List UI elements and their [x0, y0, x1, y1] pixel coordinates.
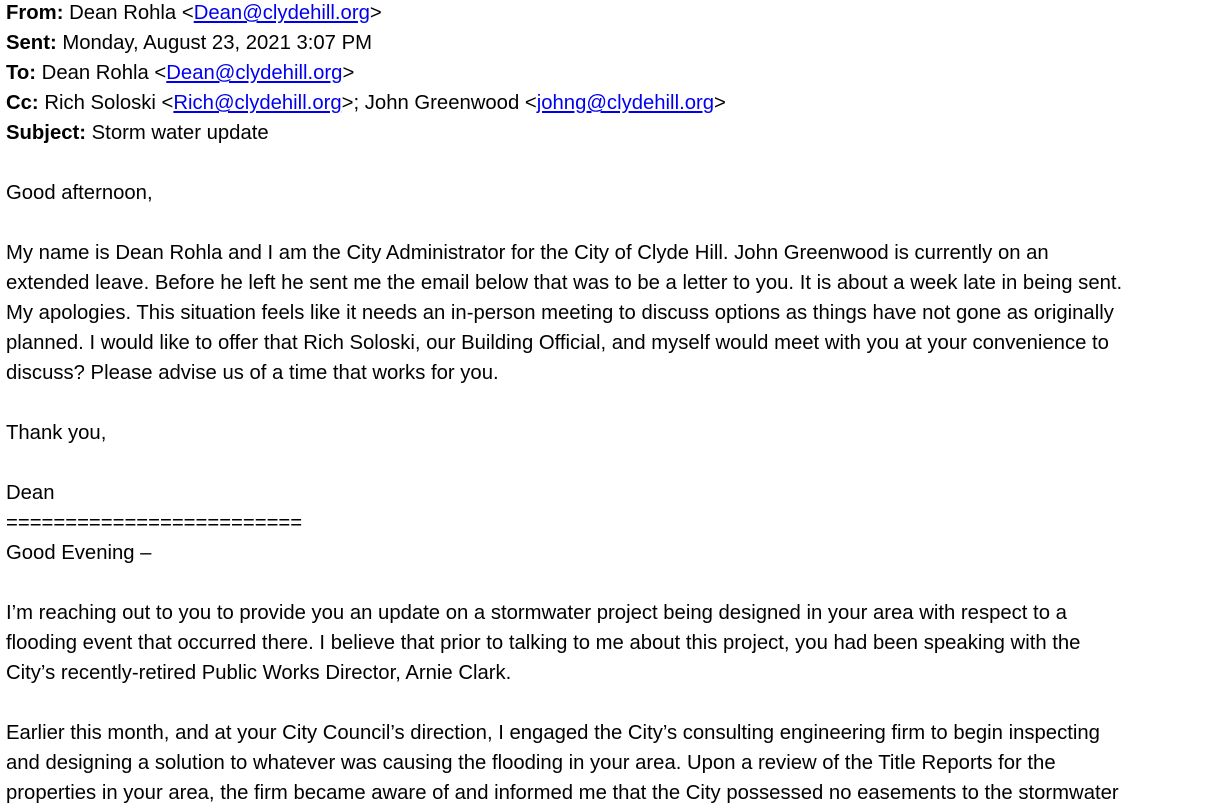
cc-email-link-2[interactable]: johng@clydehill.org: [536, 92, 715, 114]
from-label: From:: [6, 2, 64, 24]
sent-line: [6, 28, 1219, 58]
paragraph-2: [6, 598, 1219, 688]
cc-email-link-1[interactable]: Rich@clydehill.org: [173, 92, 342, 114]
paragraph-line: extended leave. Before he left he sent me the email below that was to be a letter to you. It is about a week late in being sent.: [6, 272, 1123, 294]
paragraph-line: flooding event that occurred there. I believe that prior to talking to me about this project, you had been speaking with the: [6, 632, 1081, 654]
subject-label: Subject:: [6, 122, 87, 144]
cc-close: >: [714, 92, 726, 114]
to-close: >: [342, 62, 355, 84]
sent-value: Monday, August 23, 2021 3:07 PM: [56, 32, 373, 54]
to-line: [6, 58, 1219, 88]
paragraph-line: I’m reaching out to you to provide you an update on a stormwater project being designed in your area with respect to a: [6, 602, 1067, 624]
to-name: Dean Rohla <: [36, 62, 167, 84]
paragraph-line: and designing a solution to whatever was causing the flooding in your area. Upon a review of the Title Reports for the: [6, 752, 1056, 774]
spacer: [6, 388, 1219, 418]
paragraph-3: [6, 718, 1219, 808]
from-name: Dean Rohla <: [63, 2, 194, 24]
subject-value: Storm water update: [86, 122, 269, 144]
greeting: Good afternoon,: [6, 182, 153, 204]
from-line: [6, 0, 1219, 28]
sent-label: Sent:: [6, 32, 57, 54]
from-close: >: [369, 2, 382, 24]
paragraph-line: properties in your area, the firm became aware of and informed me that the City possessed no easements to the stormwater: [6, 782, 1119, 804]
spacer: [6, 148, 1219, 178]
paragraph-line: Earlier this month, and at your City Council’s direction, I engaged the City’s consulting engineering firm to begin inspecting: [6, 722, 1100, 744]
spacer: [6, 208, 1219, 238]
paragraph-1: [6, 238, 1219, 388]
evening-greeting: Good Evening –: [6, 542, 152, 564]
spacer: [6, 688, 1219, 718]
paragraph-line: My name is Dean Rohla and I am the City Administrator for the City of Clyde Hill. John Greenwood is currently on an: [6, 242, 1049, 264]
paragraph-line: My apologies. This situation feels like it needs an in-person meeting to discuss options as things have not gone as originally: [6, 302, 1114, 324]
cc-label: Cc:: [6, 92, 39, 114]
cc-line: [6, 88, 1219, 118]
cc-separator: >; John Greenwood <: [341, 92, 537, 114]
to-label: To:: [6, 62, 37, 84]
spacer: [6, 448, 1219, 478]
separator-line: =========================: [6, 512, 303, 534]
signature: Dean: [6, 482, 55, 504]
to-email-link[interactable]: Dean@clydehill.org: [166, 62, 343, 84]
cc-name-1: Rich Soloski <: [38, 92, 174, 114]
paragraph-line: planned. I would like to offer that Rich Soloski, our Building Official, and myself would meet with you at your convenience to: [6, 332, 1109, 354]
paragraph-line: City’s recently-retired Public Works Director, Arnie Clark.: [6, 662, 512, 684]
thanks-line: Thank you,: [6, 422, 107, 444]
from-email-link[interactable]: Dean@clydehill.org: [193, 2, 370, 24]
paragraph-line: discuss? Please advise us of a time that works for you.: [6, 362, 499, 384]
subject-line: [6, 118, 1219, 148]
spacer: [6, 568, 1219, 598]
